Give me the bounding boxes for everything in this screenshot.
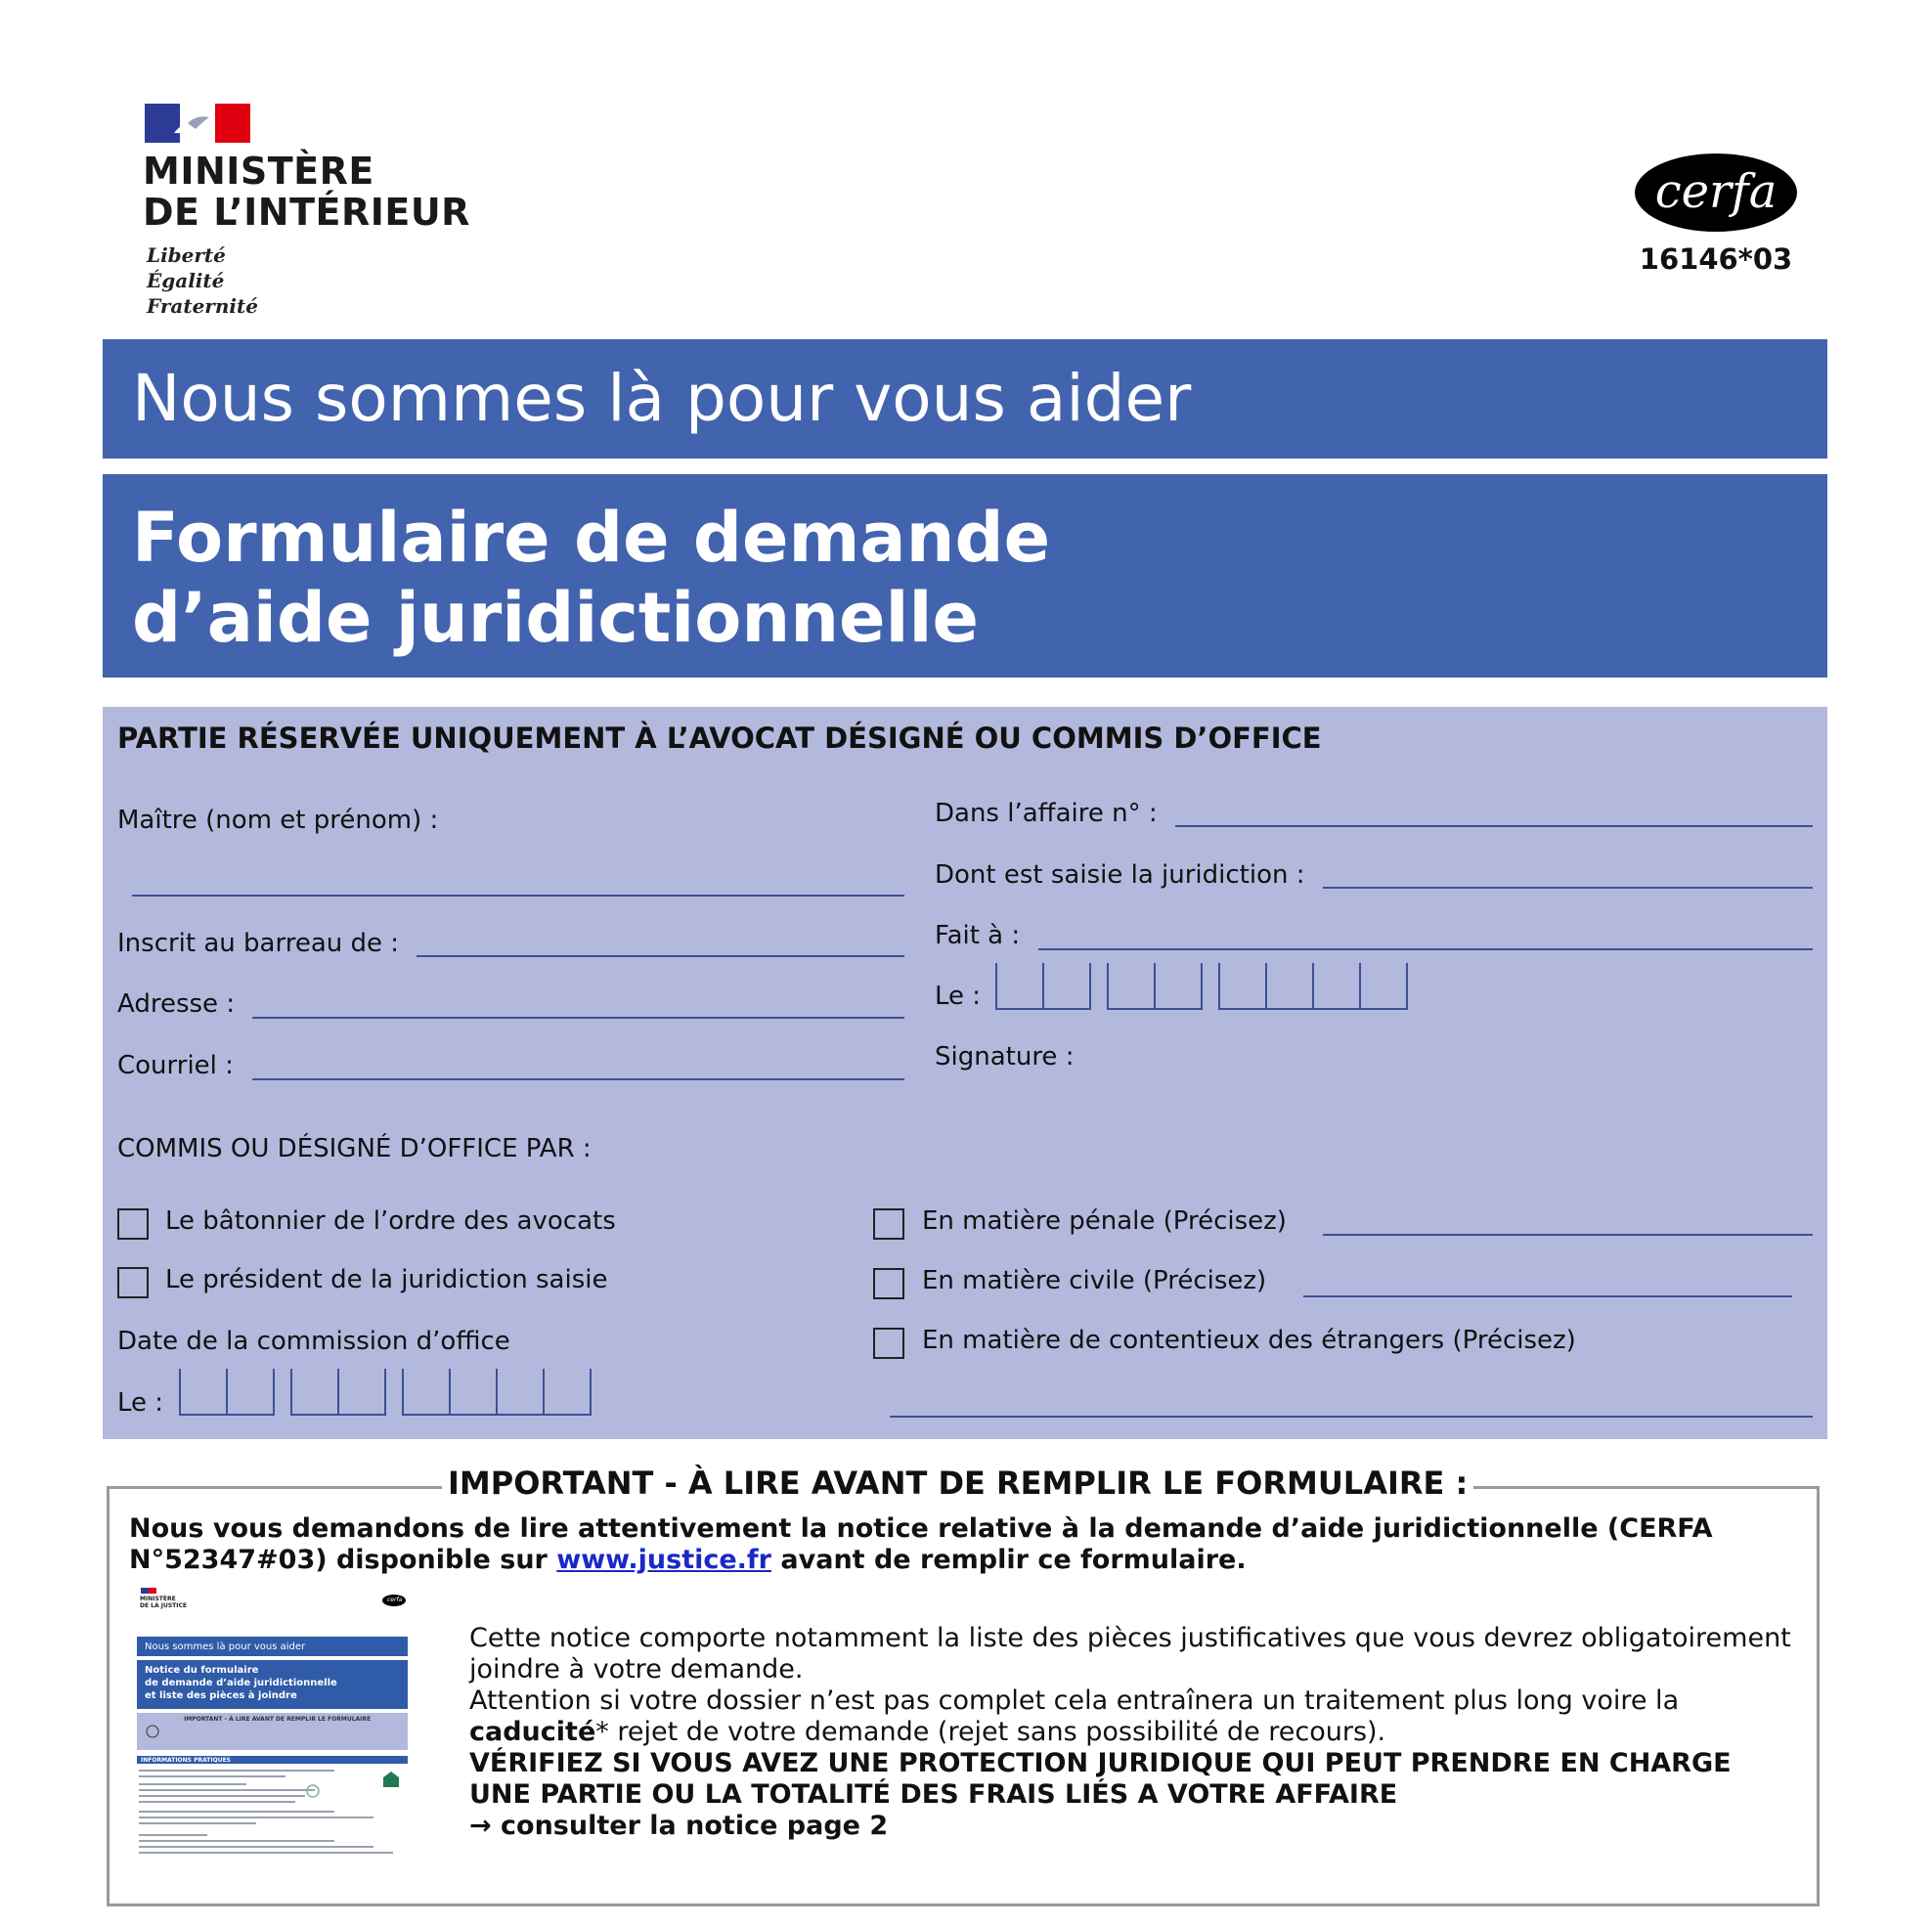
important-lead [129,1513,1791,1576]
date-digit-box[interactable] [496,1369,543,1416]
caducite-term: caducité [469,1717,596,1747]
ministry-line-1: MINISTÈRE [143,150,374,193]
thumb-title-3: et liste des pièces à joindre [145,1690,297,1701]
commission-le-label: Le : [117,1388,164,1418]
adresse-label: Adresse : [117,989,236,1019]
date-digit-box[interactable] [449,1369,496,1416]
date-digit-box[interactable] [1312,963,1359,1010]
adresse-field[interactable] [252,1017,904,1019]
important-title: IMPORTANT - À LIRE AVANT DE REMPLIR LE FORMULAIRE : [442,1465,1473,1502]
juridiction-field[interactable] [1323,887,1813,889]
body-consult-text: → consulter la notice page 2 [469,1811,889,1841]
thumb-title-2: de demande d’aide juridictionnelle [145,1678,337,1688]
commission-date-input[interactable] [179,1369,592,1416]
body-attention-text: Attention si votre dossier n’est pas complet cela entraînera un traitement plus long voire la [469,1685,1680,1716]
date-digit-box[interactable] [1107,963,1154,1010]
etrangers-field[interactable] [890,1416,1813,1418]
form-title [132,498,1050,658]
important-body [469,1623,1799,1842]
signature-label: Signature : [935,1042,1075,1072]
date-digit-box[interactable] [543,1369,592,1416]
maitre-field[interactable] [132,895,904,897]
important-lead-text-end: avant de remplir ce formulaire. [771,1545,1247,1575]
notice-thumbnail [137,1584,416,1877]
le-label: Le : [935,982,982,1011]
civile-checkbox[interactable] [873,1268,904,1299]
maitre-label: Maître (nom et prénom) : [117,806,439,835]
civile-label: En matière civile (Précisez) [922,1266,1267,1295]
date-digit-box[interactable] [226,1369,275,1416]
president-label: Le président de la juridiction saisie [165,1265,608,1294]
cerfa-number: 16146*03 [1639,242,1793,276]
republic-motto [147,242,258,319]
thumb-important: IMPORTANT - À LIRE AVANT DE REMPLIR LE FORMULAIRE [184,1716,372,1723]
affaire-label: Dans l’affaire n° : [935,799,1158,828]
batonnier-label: Le bâtonnier de l’ordre des avocats [165,1206,616,1236]
civile-field[interactable] [1303,1295,1792,1297]
thumb-infos: INFORMATIONS PRATIQUES [141,1757,231,1764]
signature-date-input[interactable] [995,963,1408,1010]
cerfa-logo [1634,153,1798,233]
motto-fraternite: Fraternité [147,294,258,318]
form-title-line-2: d’aide juridictionnelle [132,578,979,658]
date-commission-label: Date de la commission d’office [117,1327,510,1356]
body-notice-text: Cette notice comporte notamment la liste des pièces justificatives que vous devrez obligatoirement joindre à votre demande. [469,1623,1791,1685]
date-digit-box[interactable] [1265,963,1312,1010]
date-digit-box[interactable] [995,963,1042,1010]
date-digit-box[interactable] [1154,963,1203,1010]
penale-checkbox[interactable] [873,1208,904,1240]
barreau-field[interactable] [417,955,904,957]
banner-subtitle: Nous sommes là pour vous aider [132,361,1192,436]
thumb-ministry-2: DE LA JUSTICE [140,1602,187,1609]
thumb-title-1: Notice du formulaire [145,1665,259,1676]
thumb-cerfa: cerfa [387,1597,403,1603]
penale-field[interactable] [1323,1234,1813,1236]
courriel-label: Courriel : [117,1051,234,1080]
commis-par-label: COMMIS OU DÉSIGNÉ D’OFFICE PAR : [117,1134,592,1163]
etrangers-checkbox[interactable] [873,1328,904,1359]
form-title-line-1: Formulaire de demande [132,498,1051,578]
barreau-label: Inscrit au barreau de : [117,929,400,958]
marianne-flag-logo [145,104,250,143]
thumb-banner: Nous sommes là pour vous aider [145,1641,306,1652]
date-digit-box[interactable] [402,1369,449,1416]
body-caducite-line [469,1717,1799,1748]
cerfa-logo-text: cerfa [1654,164,1778,219]
president-checkbox[interactable] [117,1267,149,1298]
justice-link[interactable]: www.justice.fr [556,1545,771,1575]
etrangers-label: En matière de contentieux des étrangers (Précisez) [922,1326,1576,1355]
fait-a-field[interactable] [1038,948,1813,950]
motto-liberte: Liberté [147,243,226,267]
juridiction-label: Dont est saisie la juridiction : [935,860,1305,890]
ministry-name [143,151,470,233]
body-protection-text: VÉRIFIEZ SI VOUS AVEZ UNE PROTECTION JURIDIQUE QUI PEUT PRENDRE EN CHARGE UNE PARTIE OU LA TOTALITÉ DES FRAIS LIÉS A VOTRE AFFAIRE [469,1748,1732,1810]
affaire-field[interactable] [1175,825,1813,827]
important-lead-text: Nous vous demandons de lire attentivement la notice relative à la demande d’aide juridictionnelle (CERFA N°52347#03) disponible sur [129,1513,1713,1575]
date-digit-box[interactable] [337,1369,386,1416]
title-banner [103,474,1827,678]
motto-egalite: Égalité [147,269,225,292]
date-digit-box[interactable] [179,1369,226,1416]
fait-a-label: Fait à : [935,921,1021,950]
penale-label: En matière pénale (Précisez) [922,1206,1287,1236]
date-digit-box[interactable] [290,1369,337,1416]
date-digit-box[interactable] [1218,963,1265,1010]
caducite-rest: * rejet de votre demande (rejet sans possibilité de recours). [595,1717,1386,1747]
courriel-field[interactable] [252,1078,904,1080]
lawyer-section-title: PARTIE RÉSERVÉE UNIQUEMENT À L’AVOCAT DÉSIGNÉ OU COMMIS D’OFFICE [117,722,1322,755]
batonnier-checkbox[interactable] [117,1208,149,1240]
date-digit-box[interactable] [1359,963,1408,1010]
subtitle-banner [103,339,1827,459]
ministry-line-2: DE L’INTÉRIEUR [143,191,470,234]
date-digit-box[interactable] [1042,963,1091,1010]
thumb-ministry-1: MINISTÈRE [140,1596,176,1602]
